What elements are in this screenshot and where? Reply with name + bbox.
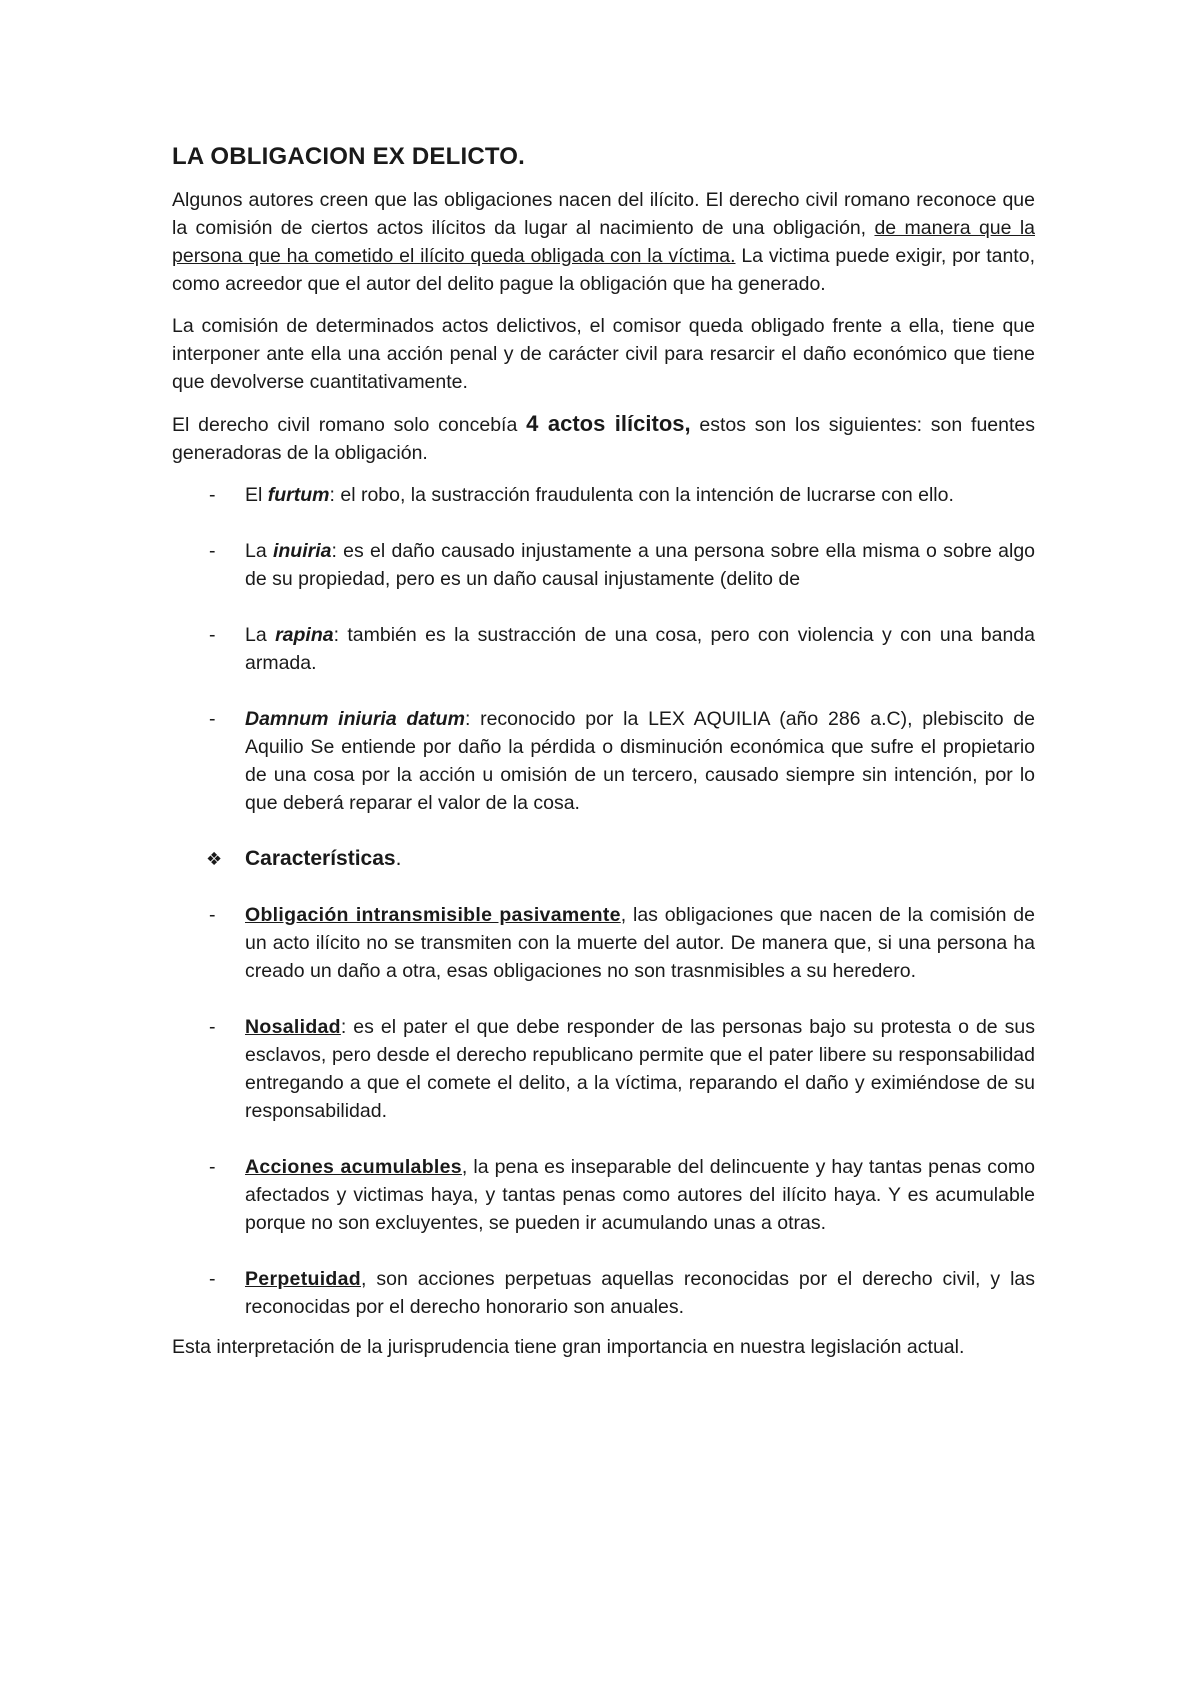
item-term: rapina (275, 624, 334, 646)
item-prefix: El (245, 484, 268, 506)
document-page (172, 140, 1035, 1375)
item-prefix: La (245, 540, 273, 562)
item-text: : también es la sustracción de una cosa, pero con violencia y con una banda armada. (245, 624, 1035, 674)
dash-marker: - (209, 1268, 216, 1290)
list-item-inuiria (172, 537, 1035, 593)
item-text: : es el pater el que debe responder de las personas bajo su protesta o de sus esclavos, pero desde el derecho republicano permite que el pater libere su responsabilidad entregando a que el comete el delito, a la víctima, reparando el daño y eximiéndose de su responsabilidad. (245, 1016, 1035, 1122)
item-text: : reconocido por la LEX AQUILIA (año 286 a.C), plebiscito de Aquilio Se entiende por daño la pérdida o disminución económica que sufre el propietario de una cosa por la acción u omisión de un tercero, causado siempre sin intención, por lo que deberá reparar el valor de la cosa. (245, 708, 1035, 814)
diamond-bullet-icon: ❖ (206, 849, 223, 869)
dash-marker: - (209, 708, 216, 730)
dash-marker: - (209, 904, 216, 926)
intro-text-end: La victima puede exigir, por tanto, como acreedor que el autor del delito pague la obligación que ha generado. (172, 245, 1035, 295)
paragraph-actos (172, 410, 1035, 467)
list-item-perpetuidad (172, 1265, 1035, 1321)
list-item-damnum (172, 705, 1035, 817)
document-title: LA OBLIGACION EX DELICTO. (172, 143, 526, 170)
acts-list (172, 481, 1035, 817)
heading-label: Características (245, 847, 396, 870)
dash-marker: - (209, 1156, 216, 1178)
paragraph-comision: La comisión de determinados actos delictivos, el comisor queda obligado frente a ella, tiene que interponer ante ella una acción penal y de carácter civil para resarcir el daño económico que tiene que devolverse cuantitativamente. (172, 315, 1035, 393)
item-text: , son acciones perpetuas aquellas reconocidas por el derecho civil, y las reconocidas por el derecho honorario son anuales. (245, 1268, 1035, 1318)
actos-text: El derecho civil romano solo concebía (172, 414, 527, 436)
item-term: Damnum iniuria datum (245, 708, 465, 730)
list-item-intransmisible (172, 901, 1035, 985)
actos-text-end: estos son los siguientes: son fuentes generadoras de la obligación. (172, 414, 1035, 464)
paragraph-closing: Esta interpretación de la jurisprudencia tiene gran importancia en nuestra legislación actual. (172, 1336, 965, 1358)
dash-marker: - (209, 1016, 216, 1038)
item-text: , la pena es inseparable del delincuente y hay tantas penas como afectados y victimas haya, y tantas penas como autores del ilícito haya. Y es acumulable porque no son excluyentes, se pueden ir acumulando unas a otras. (245, 1156, 1035, 1234)
item-text: : es el daño causado injustamente a una persona sobre ella misma o sobre algo de su propiedad, pero es un daño causal injustamente (delito de (245, 540, 1036, 590)
list-item-nosalidad (172, 1013, 1035, 1125)
item-term: Obligación intransmisible pasivamente (245, 904, 621, 926)
intro-text: Algunos autores creen que las obligaciones nacen del ilícito. El derecho civil romano reconoce que la comisión de ciertos actos ilícitos da lugar al nacimiento de una obligación, (172, 189, 1035, 239)
item-term: inuiria (272, 540, 332, 562)
intro-underlined-text: de manera que la persona que ha cometido el ilícito queda obligada con la víctima. (172, 217, 1035, 267)
heading-suffix: . (395, 847, 402, 870)
list-item-furtum (172, 481, 1035, 509)
item-text: : el robo, la sustracción fraudulenta con la intención de lucrarse con ello. (329, 484, 954, 506)
dash-marker: - (209, 540, 216, 562)
item-term: Perpetuidad (245, 1268, 361, 1290)
dash-marker: - (209, 484, 216, 506)
list-item-rapina (172, 621, 1035, 677)
characteristics-heading (172, 845, 1035, 873)
item-prefix: La (245, 624, 276, 646)
actos-bold-text: 4 actos ilícitos, (526, 411, 691, 436)
item-term: Acciones acumulables (245, 1156, 462, 1178)
item-text: , las obligaciones que nacen de la comisión de un acto ilícito no se transmiten con la muerte del autor. De manera que, si una persona ha creado un daño a otra, esas obligaciones no son trasnmisibles a su heredero. (245, 904, 1035, 982)
list-item-acumulables (172, 1153, 1035, 1237)
item-term: furtum (267, 484, 330, 506)
characteristics-list (172, 901, 1035, 1321)
dash-marker: - (209, 624, 216, 646)
item-term: Nosalidad (245, 1016, 341, 1038)
paragraph-intro (172, 186, 1035, 298)
